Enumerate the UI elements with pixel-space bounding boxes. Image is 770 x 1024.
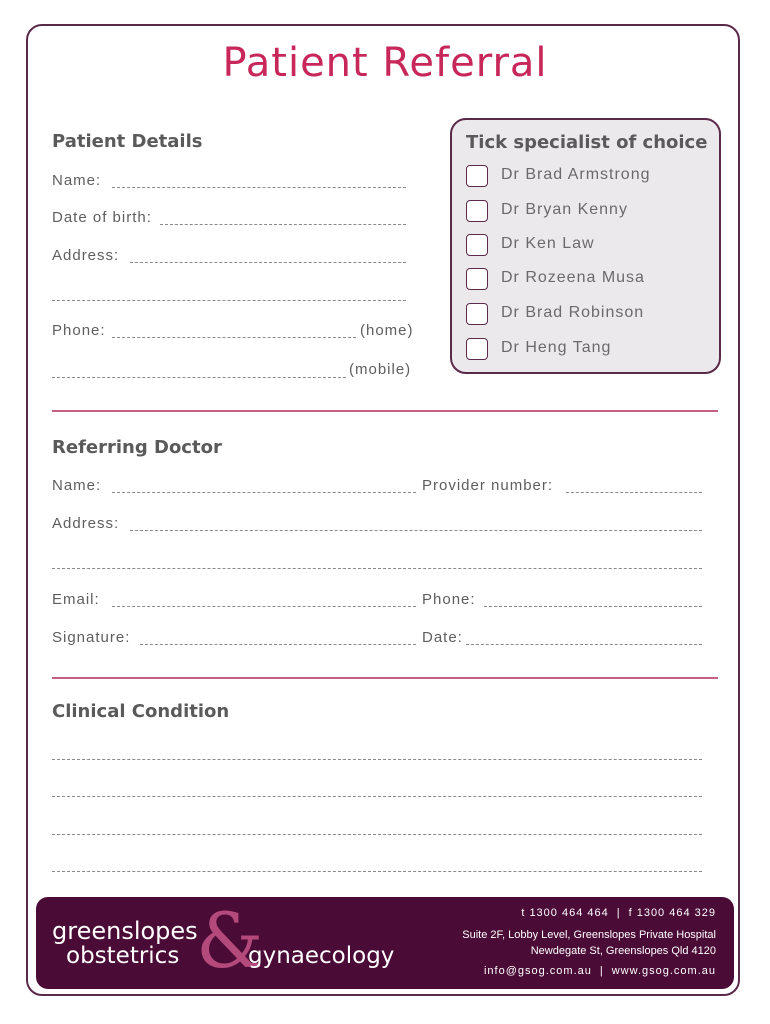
patient-dob-field[interactable] [160,224,406,225]
patient-home-phone-field[interactable] [112,337,356,338]
checkbox[interactable] [466,268,488,290]
footer-fax: f 1300 464 329 [628,907,716,919]
patient-address-label: Address: [52,247,120,264]
specialist-option-label: Dr Brad Armstrong [501,166,651,183]
doctor-email-label: Email: [52,591,100,608]
doctor-address-field[interactable] [130,530,702,531]
clinical-condition-line[interactable] [52,796,702,797]
logo-text-gynaecology: gynaecology [248,943,395,969]
section-divider [52,410,718,412]
provider-number-field[interactable] [566,492,702,493]
footer-web-contacts [484,965,716,977]
page-title: Patient Referral [222,40,548,86]
checkbox[interactable] [466,303,488,325]
logo-ampersand: & [196,896,264,985]
patient-mobile-phone-field[interactable] [52,377,346,378]
mobile-label: (mobile) [349,361,412,378]
clinical-condition-heading: Clinical Condition [52,701,230,722]
patient-phone-label: Phone: [52,322,106,339]
doctor-address-field-line2[interactable] [52,568,702,569]
section-divider [52,677,718,679]
checkbox[interactable] [466,200,488,222]
doctor-name-label: Name: [52,477,102,494]
checkbox[interactable] [466,234,488,256]
specialist-option-label: Dr Rozeena Musa [501,269,645,286]
checkbox[interactable] [466,165,488,187]
specialist-option-label: Dr Heng Tang [501,339,612,356]
footer-email[interactable]: info@gsog.com.au [483,965,592,977]
doctor-name-field[interactable] [112,492,416,493]
referring-doctor-heading: Referring Doctor [52,437,222,458]
patient-details-heading: Patient Details [52,131,203,152]
clinical-condition-line[interactable] [52,871,702,872]
specialist-option-label: Dr Bryan Kenny [501,201,628,218]
logo-text-obstetrics: obstetrics [66,943,180,969]
date-field[interactable] [466,644,702,645]
patient-name-label: Name: [52,172,102,189]
doctor-address-label: Address: [52,515,120,532]
clinical-condition-line[interactable] [52,834,702,835]
specialist-heading: Tick specialist of choice [466,132,708,153]
footer-address-line1: Suite 2F, Lobby Level, Greenslopes Private Hospital [462,929,716,941]
provider-number-label: Provider number: [422,477,554,494]
footer-address-line2: Newdegate St, Greenslopes Qld 4120 [530,945,716,957]
footer-website[interactable]: www.gsog.com.au [611,965,716,977]
separator: | [599,965,604,977]
home-label: (home) [360,322,414,339]
clinical-condition-line[interactable] [52,759,702,760]
footer-phone-fax [521,907,716,919]
patient-address-field[interactable] [130,262,406,263]
patient-address-field-line2[interactable] [52,300,406,301]
specialist-option-label: Dr Ken Law [501,235,595,252]
doctor-phone-label: Phone: [422,591,476,608]
doctor-email-field[interactable] [112,606,416,607]
specialist-selection-box [450,118,721,374]
specialist-option-label: Dr Brad Robinson [501,304,645,321]
footer-banner [36,897,734,989]
separator: | [616,907,621,919]
patient-dob-label: Date of birth: [52,209,152,226]
logo-text-greenslopes: greenslopes [52,917,198,945]
checkbox[interactable] [466,338,488,360]
date-label: Date: [422,629,463,646]
footer-phone: t 1300 464 464 [521,907,609,919]
signature-label: Signature: [52,629,131,646]
doctor-phone-field[interactable] [484,606,702,607]
signature-field[interactable] [140,644,416,645]
patient-name-field[interactable] [112,187,406,188]
